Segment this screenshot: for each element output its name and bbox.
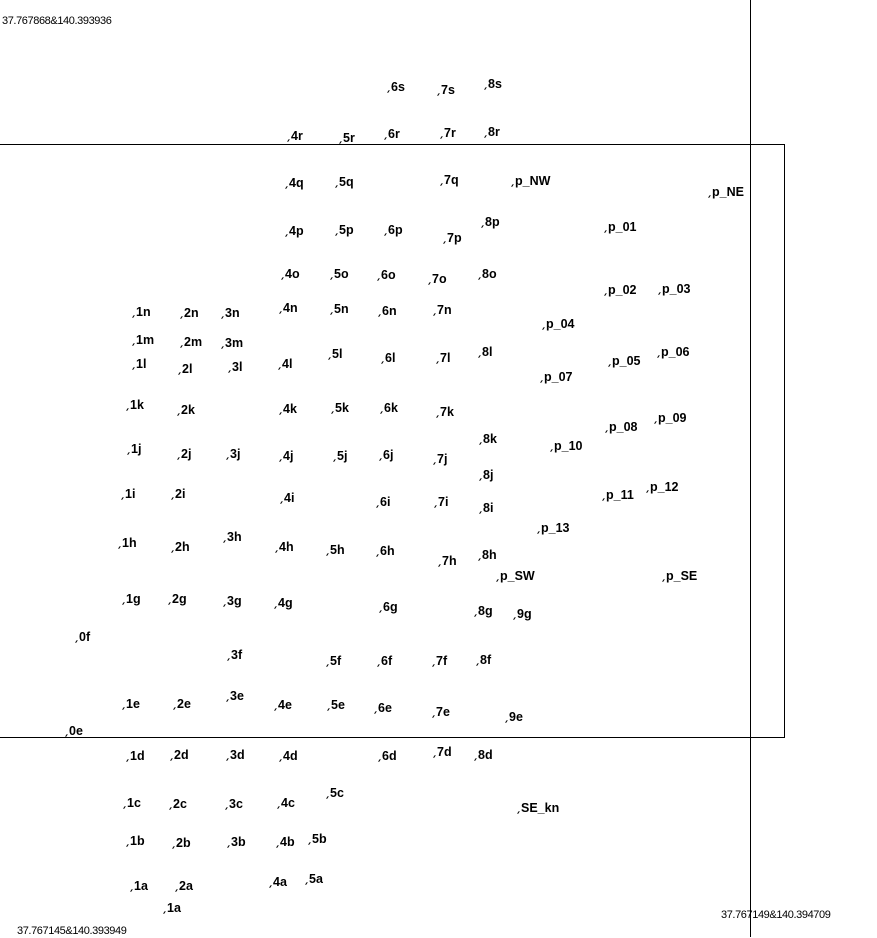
survey-point: 4b xyxy=(277,835,295,849)
corner-coordinate-bottom-left: 37.767145&140.393949 xyxy=(17,925,127,937)
survey-point: 4n xyxy=(280,301,298,315)
survey-point: 6p xyxy=(385,223,403,237)
survey-point: 2i xyxy=(172,487,185,501)
survey-point: 5q xyxy=(336,175,354,189)
survey-point: 2c xyxy=(170,797,187,811)
survey-point: 2m xyxy=(181,335,202,349)
survey-point: 7p xyxy=(444,231,462,245)
survey-point: 6n xyxy=(379,304,397,318)
survey-point: 2e xyxy=(174,697,191,711)
survey-point: p_NE xyxy=(709,185,744,199)
survey-point: 6f xyxy=(378,654,392,668)
survey-point: 6k xyxy=(381,401,398,415)
survey-point: 2k xyxy=(178,403,195,417)
survey-point: 1a xyxy=(164,901,181,915)
survey-point: 7l xyxy=(437,351,450,365)
survey-point: 1n xyxy=(133,305,151,319)
survey-point: 1a xyxy=(131,879,148,893)
survey-point: 6g xyxy=(380,600,398,614)
survey-point: 2b xyxy=(173,836,191,850)
corner-coordinate-bottom-right: 37.767149&140.394709 xyxy=(721,909,831,921)
survey-point: 6e xyxy=(375,701,392,715)
survey-point: 1i xyxy=(122,487,135,501)
survey-point: 8r xyxy=(485,125,500,139)
survey-point: p_SW xyxy=(497,569,535,583)
survey-point: 5r xyxy=(340,131,355,145)
survey-point: 7h xyxy=(439,554,457,568)
survey-point: 8k xyxy=(480,432,497,446)
survey-point: 1j xyxy=(128,442,141,456)
survey-point: 4a xyxy=(270,875,287,889)
survey-point: 3l xyxy=(229,360,242,374)
survey-point: 5l xyxy=(329,347,342,361)
survey-point: 4h xyxy=(276,540,294,554)
survey-point: 7e xyxy=(433,705,450,719)
survey-point: 2j xyxy=(178,447,191,461)
survey-point: 3n xyxy=(222,306,240,320)
survey-point: 8d xyxy=(475,748,493,762)
survey-point: 4g xyxy=(275,596,293,610)
survey-point: 8j xyxy=(480,468,493,482)
survey-point: 1h xyxy=(119,536,137,550)
survey-point: 6h xyxy=(377,544,395,558)
survey-point: 1g xyxy=(123,592,141,606)
survey-point: SE_kn xyxy=(518,801,559,815)
survey-point: 5n xyxy=(331,302,349,316)
survey-point: 1c xyxy=(124,796,141,810)
survey-point: 7f xyxy=(433,654,447,668)
survey-point: 4d xyxy=(280,749,298,763)
survey-point: p_10 xyxy=(551,439,583,453)
survey-point: 8o xyxy=(479,267,497,281)
survey-point: 8f xyxy=(477,653,491,667)
survey-point: 7n xyxy=(434,303,452,317)
survey-point: 5k xyxy=(332,401,349,415)
survey-point: p_12 xyxy=(647,480,679,494)
survey-point: p_11 xyxy=(603,488,634,502)
corner-coordinate-top-left: 37.767868&140.393936 xyxy=(2,15,112,27)
survey-point: p_05 xyxy=(609,354,641,368)
survey-point: 7s xyxy=(438,83,455,97)
survey-point: 4l xyxy=(279,357,292,371)
survey-point: 7q xyxy=(441,173,459,187)
survey-point: 6i xyxy=(377,495,390,509)
survey-point: 3b xyxy=(228,835,246,849)
survey-point: 2l xyxy=(179,362,192,376)
survey-point: 3e xyxy=(227,689,244,703)
survey-point: 7d xyxy=(434,745,452,759)
survey-point: 8p xyxy=(482,215,500,229)
survey-point: 1k xyxy=(127,398,144,412)
survey-point: 5f xyxy=(327,654,341,668)
survey-point: 2n xyxy=(181,306,199,320)
survey-point: 1m xyxy=(133,333,154,347)
survey-point: 7o xyxy=(429,272,447,286)
survey-point: 8g xyxy=(475,604,493,618)
survey-point: 4i xyxy=(281,491,294,505)
survey-point: 5c xyxy=(327,786,344,800)
survey-point: 9e xyxy=(506,710,523,724)
survey-point: 9g xyxy=(514,607,532,621)
survey-point: 4j xyxy=(280,449,293,463)
survey-point: 8i xyxy=(480,501,493,515)
survey-point: 3j xyxy=(227,447,240,461)
survey-point: p_08 xyxy=(606,420,638,434)
survey-point: 1e xyxy=(123,697,140,711)
survey-point: p_06 xyxy=(658,345,690,359)
survey-point: 4q xyxy=(286,176,304,190)
survey-point: 2h xyxy=(172,540,190,554)
survey-point: p_09 xyxy=(655,411,687,425)
survey-point: p_01 xyxy=(605,220,637,234)
survey-point: 3c xyxy=(226,797,243,811)
survey-point: p_03 xyxy=(659,282,691,296)
survey-point: 1b xyxy=(127,834,145,848)
survey-point: 7j xyxy=(434,452,447,466)
survey-point: p_04 xyxy=(543,317,575,331)
survey-point: 4p xyxy=(286,224,304,238)
survey-point: 6s xyxy=(388,80,405,94)
survey-point: 3g xyxy=(224,594,242,608)
survey-point: 5a xyxy=(306,872,323,886)
survey-point: p_02 xyxy=(605,283,637,297)
survey-point: 4o xyxy=(282,267,300,281)
survey-point: 3f xyxy=(228,648,242,662)
survey-point: p_07 xyxy=(541,370,573,384)
survey-point: 0e xyxy=(66,724,83,738)
survey-point: 6r xyxy=(385,127,400,141)
survey-point: 4r xyxy=(288,129,303,143)
survey-point: 4c xyxy=(278,796,295,810)
survey-point: p_NW xyxy=(512,174,550,188)
survey-point: p_13 xyxy=(538,521,570,535)
survey-point: 3d xyxy=(227,748,245,762)
survey-point: 5p xyxy=(336,223,354,237)
survey-point: 6o xyxy=(378,268,396,282)
survey-point: 3m xyxy=(222,336,243,350)
survey-point: 0f xyxy=(76,630,90,644)
survey-point: 7k xyxy=(437,405,454,419)
survey-point: 8s xyxy=(485,77,502,91)
survey-point: 4k xyxy=(280,402,297,416)
survey-point: 7i xyxy=(435,495,448,509)
survey-point: 8l xyxy=(479,345,492,359)
survey-point: 2d xyxy=(171,748,189,762)
survey-point: 6l xyxy=(382,351,395,365)
survey-point: 5h xyxy=(327,543,345,557)
survey-point: 7r xyxy=(441,126,456,140)
survey-point: 2g xyxy=(169,592,187,606)
survey-point: p_SE xyxy=(663,569,697,583)
survey-point: 4e xyxy=(275,698,292,712)
survey-point: 5o xyxy=(331,267,349,281)
survey-point: 6j xyxy=(380,448,393,462)
survey-point: 3h xyxy=(224,530,242,544)
survey-point: 2a xyxy=(176,879,193,893)
survey-point: 6d xyxy=(379,749,397,763)
survey-point: 8h xyxy=(479,548,497,562)
survey-point: 5b xyxy=(309,832,327,846)
survey-point: 1l xyxy=(133,357,146,371)
survey-point: 5j xyxy=(334,449,347,463)
survey-point: 5e xyxy=(328,698,345,712)
survey-point: 1d xyxy=(127,749,145,763)
